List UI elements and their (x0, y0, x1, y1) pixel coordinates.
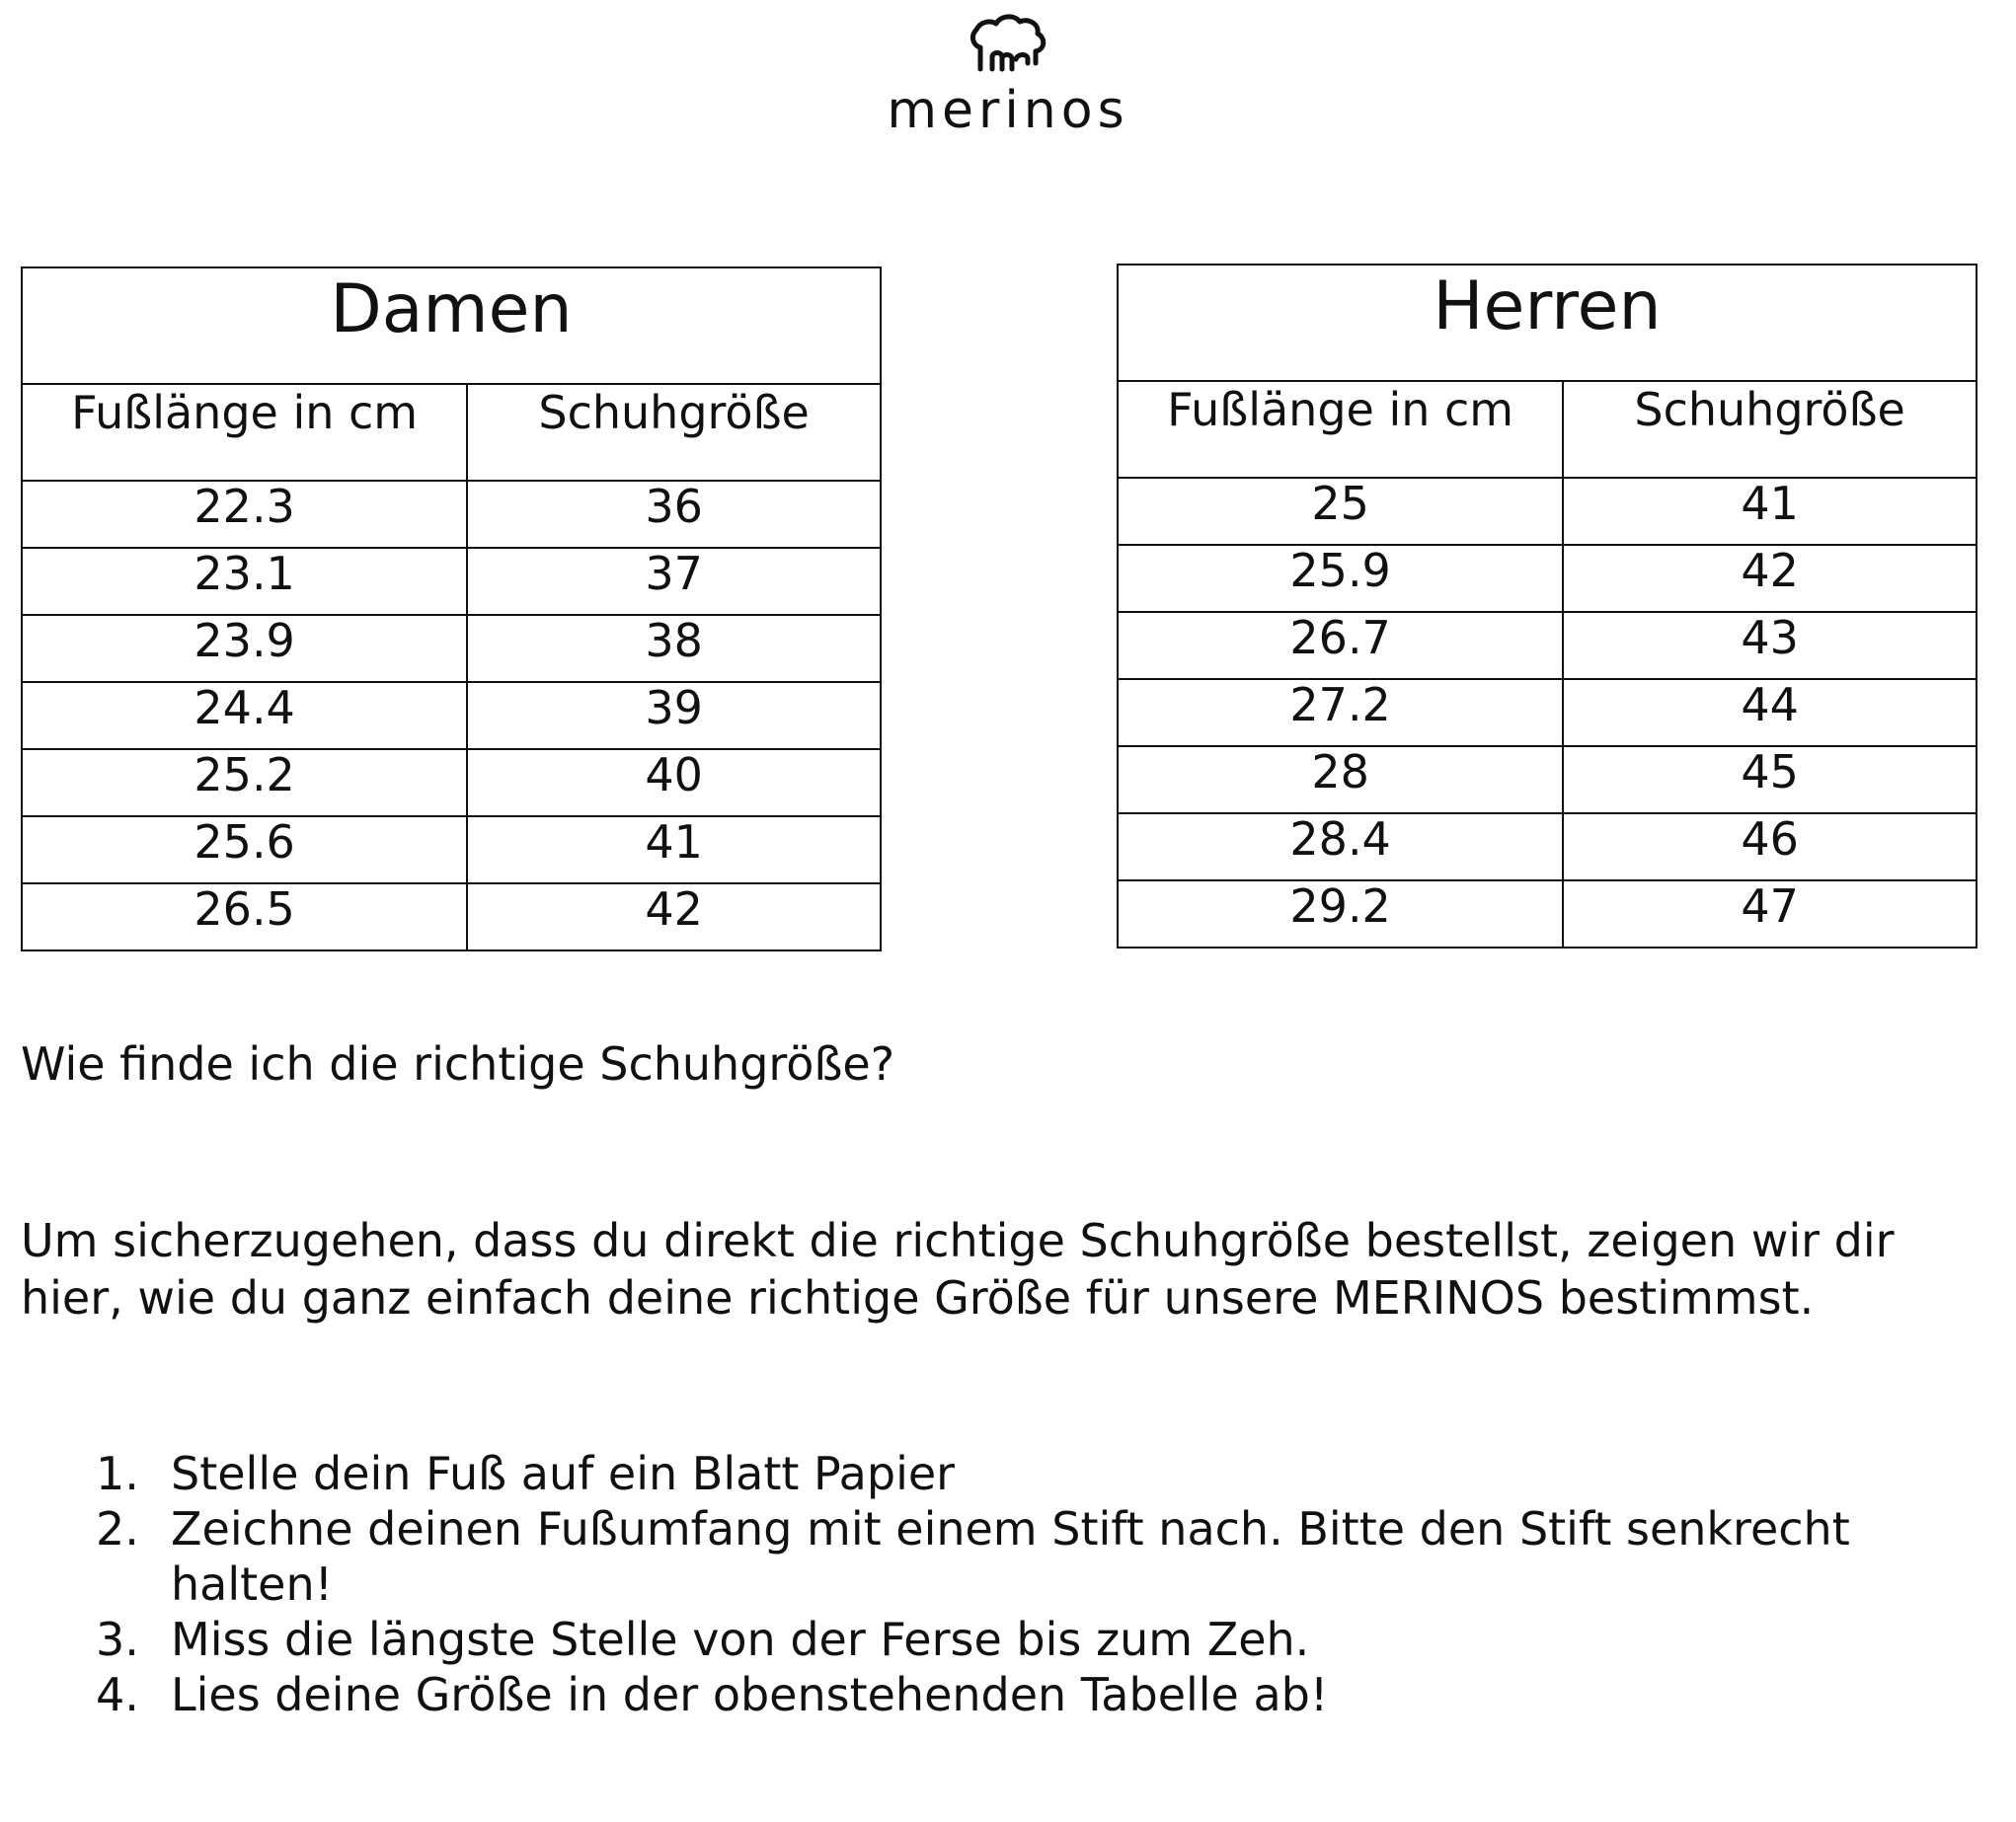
foot-length-cell: 27.2 (1118, 679, 1563, 746)
table-row (1118, 679, 1977, 746)
table-row (22, 816, 881, 883)
size-table-women (21, 266, 882, 951)
list-item (21, 1446, 1985, 1501)
table-row (1118, 880, 1977, 948)
shoe-size-cell: 40 (467, 749, 881, 816)
intro-paragraph: Um sicherzugehen, dass du direkt die richtige Schuhgröße bestellst, zeigen wir dir hier, wie du ganz einfach deine richtige Größe für unsere MERINOS bestimmst. (21, 1214, 1895, 1325)
list-item (21, 1667, 1985, 1722)
step-text: Lies deine Größe in der obenstehenden Tabelle ab! (171, 1668, 1329, 1721)
foot-length-cell: 22.3 (22, 481, 467, 548)
foot-length-cell: 28 (1118, 746, 1563, 813)
step-text: Miss die längste Stelle von der Ferse bis zum Zeh. (171, 1613, 1310, 1666)
foot-length-cell: 23.1 (22, 548, 467, 615)
table-row (22, 481, 881, 548)
table-row (1118, 746, 1977, 813)
shoe-size-cell: 46 (1563, 813, 1977, 880)
brand-name: merinos (887, 81, 1129, 140)
step-number: 4. (96, 1668, 139, 1721)
table-row (1118, 478, 1977, 545)
shoe-size-cell: 41 (467, 816, 881, 883)
column-header-foot-length: Fußlänge in cm (1118, 381, 1563, 478)
table-row (22, 615, 881, 682)
foot-length-cell: 26.5 (22, 883, 467, 950)
column-header-shoe-size: Schuhgröße (1563, 381, 1977, 478)
step-text: Stelle dein Fuß auf ein Blatt Papier (171, 1447, 956, 1500)
table-row (22, 682, 881, 749)
column-header-shoe-size: Schuhgröße (467, 384, 881, 481)
step-text: Zeichne deinen Fußumfang mit einem Stift nach. Bitte den Stift senkrecht halten! (171, 1502, 1850, 1611)
list-item (21, 1501, 1985, 1612)
table-row (22, 548, 881, 615)
foot-length-cell: 24.4 (22, 682, 467, 749)
sheep-icon (967, 14, 1049, 79)
shoe-size-cell: 36 (467, 481, 881, 548)
shoe-size-cell: 42 (1563, 545, 1977, 612)
table-row (1118, 813, 1977, 880)
step-number: 2. (96, 1502, 139, 1556)
foot-length-cell: 25.9 (1118, 545, 1563, 612)
step-number: 3. (96, 1613, 139, 1666)
shoe-size-cell: 45 (1563, 746, 1977, 813)
shoe-size-cell: 38 (467, 615, 881, 682)
shoe-size-cell: 47 (1563, 880, 1977, 948)
foot-length-cell: 28.4 (1118, 813, 1563, 880)
shoe-size-cell: 41 (1563, 478, 1977, 545)
table-row (22, 883, 881, 950)
shoe-size-cell: 42 (467, 883, 881, 950)
shoe-size-cell: 44 (1563, 679, 1977, 746)
list-item (21, 1612, 1985, 1667)
step-number: 1. (96, 1447, 139, 1500)
shoe-size-cell: 43 (1563, 612, 1977, 679)
question-heading: Wie finde ich die richtige Schuhgröße? (21, 1037, 895, 1091)
foot-length-cell: 25 (1118, 478, 1563, 545)
table-title: Herren (1118, 265, 1977, 381)
foot-length-cell: 23.9 (22, 615, 467, 682)
foot-length-cell: 25.2 (22, 749, 467, 816)
table-row (22, 749, 881, 816)
foot-length-cell: 29.2 (1118, 880, 1563, 948)
shoe-size-cell: 37 (467, 548, 881, 615)
instruction-steps (21, 1446, 1985, 1722)
shoe-size-cell: 39 (467, 682, 881, 749)
table-row (1118, 612, 1977, 679)
column-header-foot-length: Fußlänge in cm (22, 384, 467, 481)
brand-logo (811, 14, 1205, 142)
table-row (1118, 545, 1977, 612)
table-title: Damen (22, 267, 881, 384)
size-table-men (1117, 264, 1977, 949)
foot-length-cell: 26.7 (1118, 612, 1563, 679)
foot-length-cell: 25.6 (22, 816, 467, 883)
